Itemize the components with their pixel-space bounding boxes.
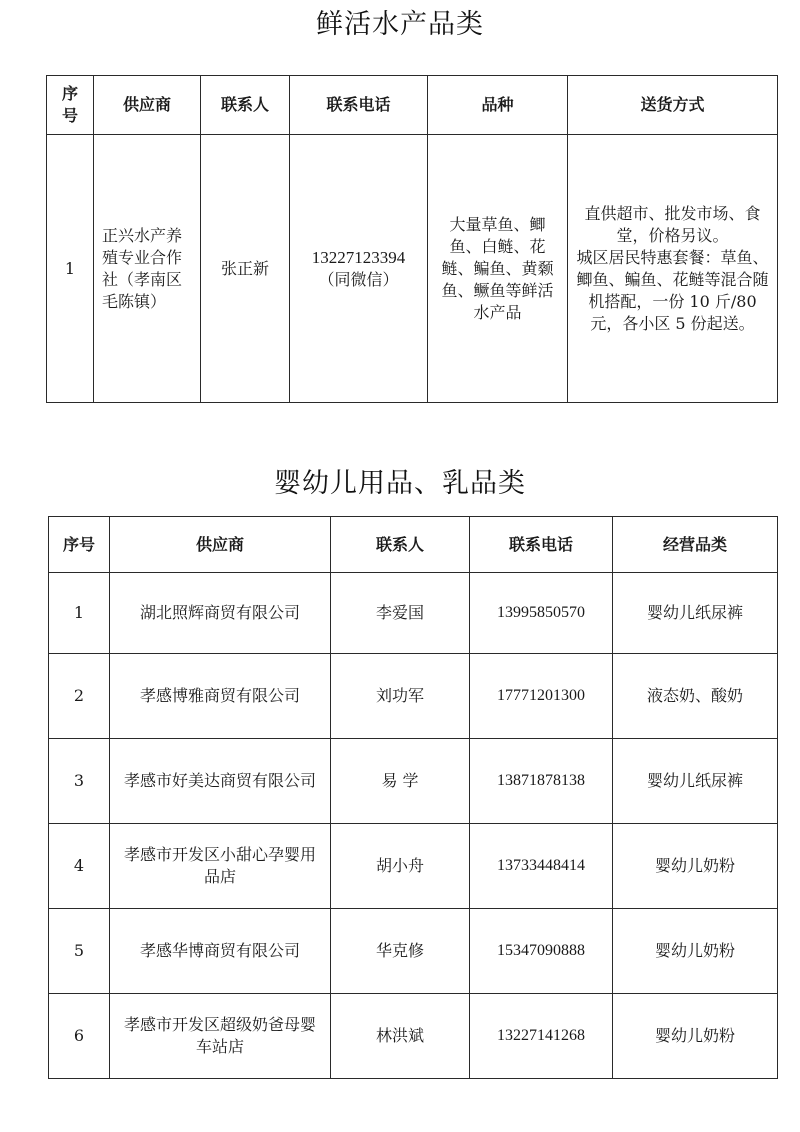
row-contact: 胡小舟	[331, 824, 470, 909]
row-contact: 林洪斌	[331, 994, 470, 1079]
table-row	[49, 994, 778, 1079]
row-index: 6	[49, 994, 110, 1079]
row-contact: 张正新	[201, 135, 290, 403]
row-phone: 17771201300	[470, 654, 613, 739]
row-phone: 13733448414	[470, 824, 613, 909]
table-row	[49, 573, 778, 654]
header-contact: 联系人	[201, 76, 290, 135]
supplier-name: 孝感市好美达商贸有限公司	[123, 771, 316, 790]
header-contact: 联系人	[331, 517, 470, 573]
row-category: 婴幼儿奶粉	[613, 824, 778, 909]
section-title-baby-dairy: 婴幼儿用品、乳品类	[274, 468, 526, 499]
row-contact: 华克修	[331, 909, 470, 994]
row-supplier	[110, 824, 331, 909]
row-contact: 刘功军	[331, 654, 470, 739]
row-index: 3	[49, 739, 110, 824]
row-index: 4	[49, 824, 110, 909]
row-supplier: 湖北照辉商贸有限公司	[110, 573, 331, 654]
row-supplier: 孝感博雅商贸有限公司	[110, 654, 331, 739]
row-index: 5	[49, 909, 110, 994]
header-category: 经营品类	[613, 517, 778, 573]
row-category: 液态奶、酸奶	[613, 654, 778, 739]
row-supplier	[110, 739, 331, 824]
row-category: 婴幼儿纸尿裤	[613, 573, 778, 654]
phone-number: 13227123394	[311, 247, 406, 267]
header-supplier: 供应商	[110, 517, 331, 573]
supplier-name: 孝感市开发区超级奶爸母婴车站店	[123, 1015, 316, 1056]
row-category: 婴幼儿奶粉	[613, 909, 778, 994]
row-phone: 13995850570	[470, 573, 613, 654]
row-contact: 易 学	[331, 739, 470, 824]
header-phone: 联系电话	[470, 517, 613, 573]
row-supplier: 孝感华博商贸有限公司	[110, 909, 331, 994]
table-row	[49, 739, 778, 824]
table-row	[49, 654, 778, 739]
header-variety: 品种	[428, 76, 568, 135]
table-header-row	[49, 517, 778, 573]
row-category: 婴幼儿纸尿裤	[613, 739, 778, 824]
delivery-text-1: 直供超市、批发市场、食堂，价格另议。	[584, 203, 761, 245]
row-contact: 李爱国	[331, 573, 470, 654]
row-phone	[290, 135, 428, 403]
aquatic-supplier-table	[46, 75, 778, 403]
variety-text: 大量草鱼、鲫鱼、白鲢、花鲢、鳊鱼、黄颡鱼、鳜鱼等鲜活水产品	[441, 214, 554, 322]
row-phone: 13871878138	[470, 739, 613, 824]
table-row	[47, 135, 778, 403]
delivery-text-2: 城区居民特惠套餐：草鱼、鲫鱼、鳊鱼、花鲢等混合随机搭配，一份 10 斤/80 元，各小区 5 份起送。	[576, 247, 769, 333]
row-index: 1	[47, 135, 94, 403]
supplier-name: 正兴水产养殖专业合作社（孝南区毛陈镇）	[102, 225, 183, 311]
header-delivery: 送货方式	[568, 76, 778, 135]
header-index: 序号	[47, 76, 94, 135]
row-delivery	[568, 135, 778, 403]
row-index: 2	[49, 654, 110, 739]
row-variety	[428, 135, 568, 403]
table-header-row	[47, 76, 778, 135]
header-phone: 联系电话	[290, 76, 428, 135]
header-supplier: 供应商	[94, 76, 201, 135]
table-row	[49, 824, 778, 909]
baby-dairy-supplier-table	[48, 516, 778, 1079]
section-title-aquatic: 鲜活水产品类	[316, 9, 484, 40]
row-phone: 13227141268	[470, 994, 613, 1079]
phone-note: （同微信）	[318, 269, 399, 289]
row-index: 1	[49, 573, 110, 654]
row-phone: 15347090888	[470, 909, 613, 994]
row-supplier	[94, 135, 201, 403]
table-row	[49, 909, 778, 994]
row-supplier	[110, 994, 331, 1079]
header-index: 序号	[49, 517, 110, 573]
supplier-name: 孝感市开发区小甜心孕婴用品店	[123, 845, 316, 886]
row-category: 婴幼儿奶粉	[613, 994, 778, 1079]
